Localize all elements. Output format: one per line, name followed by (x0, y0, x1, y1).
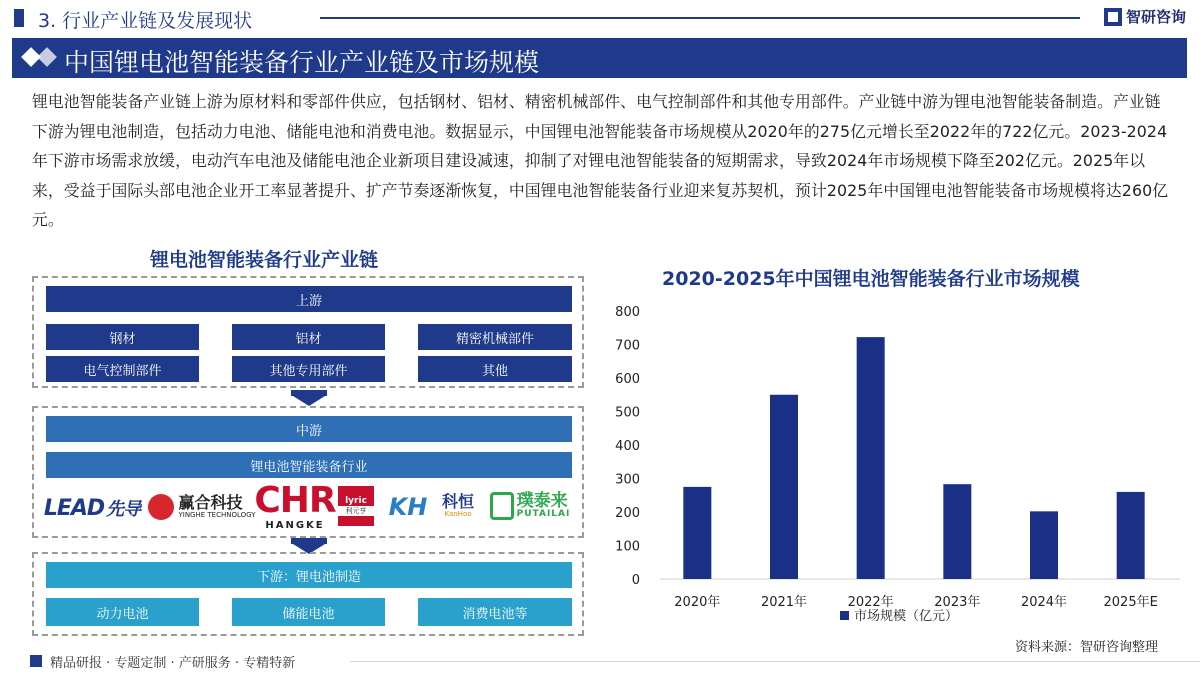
source-note: 资料来源：智研咨询整理 (1014, 640, 1158, 655)
putailai-logo-cn: 璞泰来 (516, 490, 568, 511)
brand-logo-icon (1104, 8, 1122, 26)
x-tick-label: 2025年E (1103, 595, 1158, 610)
putailai-logo (484, 486, 576, 526)
legend-swatch (840, 611, 849, 620)
upstream-item: 其他 (418, 356, 572, 382)
lead-logo-text: LEAD (43, 495, 105, 521)
legend-label: 市场规模（亿元） (854, 609, 959, 624)
yinghe-logo-en: YINGHE TECHNOLOGY (178, 510, 256, 519)
midstream-header: 中游 (46, 416, 572, 442)
footer (0, 650, 1200, 673)
x-tick-label: 2024年 (1020, 595, 1068, 610)
kh-logo-mark: KH (388, 493, 428, 521)
kanhoo-logo (436, 486, 480, 526)
yinghe-mark-icon (148, 494, 174, 520)
y-tick-label: 700 (615, 338, 640, 354)
footer-rule (350, 661, 1200, 662)
title-band (12, 38, 1187, 78)
bar-2024年 (1030, 511, 1058, 579)
putailai-logo-en: PUTAILAI (516, 509, 571, 520)
upstream-item: 精密机械部件 (418, 324, 572, 350)
yinghe-logo-cn: 赢合科技 (178, 493, 243, 513)
bar-2020年 (683, 487, 711, 579)
lyric-logo (338, 486, 374, 526)
section-title: 3. 行业产业链及发展现状 (38, 10, 253, 32)
downstream-item: 动力电池 (46, 598, 199, 626)
lyric-logo-mark: lyric (345, 496, 367, 506)
hangke-logo (254, 480, 336, 531)
upstream-header: 上游 (46, 286, 572, 312)
section-rule (320, 17, 1080, 19)
summary-paragraph: 锂电池智能装备产业链上游为原材料和零部件供应，包括钢材、铝材、精密机械部件、电气控制部件和其他专用部件。产业链中游为锂电池智能装备制造。产业链下游为锂电池制造，包括动力电池、储能电池和消费电池。数据显示，中国锂电池智能装备市场规模从2020年的275亿元增长至2022年的722亿元。2023-2024年下游市场需求放缓，电动汽车电池及储能电池企业新项目建设减速，抑制了对锂电池智能装备的短期需求，导致2024年市场规模下降至202亿元。2025年以来，受益于国际头部电池企业开工率显著提升、扩产节奏逐渐恢复，中国锂电池智能装备行业迎来复苏契机，预计2025年中国锂电池智能装备市场规模将达260亿元。 (32, 92, 1169, 229)
downstream-header: 下游：锂电池制造 (46, 562, 572, 588)
downstream-item: 储能电池 (232, 598, 385, 626)
x-tick-label: 2022年 (847, 595, 894, 610)
y-tick-label: 500 (615, 405, 640, 421)
x-tick-label: 2023年 (934, 595, 981, 610)
brand (1104, 6, 1186, 27)
yinghe-logo (148, 486, 256, 528)
top-bar (0, 0, 1200, 36)
bar-2022年 (857, 337, 885, 579)
diamond-icon (37, 47, 57, 67)
chart-title: 2020-2025年中国锂电池智能装备行业市场规模 (662, 268, 1080, 290)
y-tick-label: 600 (615, 372, 640, 387)
down-arrow-icon (293, 396, 325, 406)
brand-name: 智研咨询 (1125, 8, 1186, 26)
lead-logo-cn: 先导 (106, 499, 141, 520)
kanhoo-logo-en: KanHoo (444, 509, 472, 518)
footer-text: 精品研报 · 专题定制 · 产研服务 · 专精特新 (50, 656, 296, 671)
hangke-logo-mark: CHR (254, 480, 336, 521)
x-tick-label: 2020年 (674, 595, 721, 610)
bar-2021年 (770, 395, 798, 579)
bar-2025年E (1117, 492, 1145, 579)
midstream-sub: 锂电池智能装备行业 (46, 452, 572, 478)
upstream-item: 钢材 (46, 324, 199, 350)
kh-logo (382, 490, 434, 524)
page-title: 中国锂电池智能装备行业产业链及市场规模 (64, 48, 540, 77)
y-tick-label: 200 (615, 506, 640, 521)
y-tick-label: 100 (615, 539, 640, 555)
y-tick-label: 400 (615, 439, 640, 454)
bar-2023年 (943, 484, 971, 579)
footer-logo-icon (30, 655, 42, 667)
upstream-item: 电气控制部件 (46, 356, 199, 382)
hangke-logo-en: HANGKE (265, 520, 325, 531)
x-tick-label: 2021年 (760, 595, 808, 610)
chain-title: 锂电池智能装备行业产业链 (150, 249, 379, 271)
upstream-item: 其他专用部件 (232, 356, 385, 382)
market-size-chart (600, 296, 1185, 632)
lyric-logo-cn: 利元亨 (338, 506, 374, 516)
putailai-mark-icon (490, 492, 514, 520)
upstream-item: 铝材 (232, 324, 385, 350)
y-tick-label: 300 (615, 472, 640, 488)
y-tick-label: 0 (631, 573, 640, 588)
y-tick-label: 800 (615, 305, 640, 320)
section-marker (14, 9, 24, 27)
downstream-item: 消费电池等 (418, 598, 572, 626)
kanhoo-logo-cn: 科恒 (441, 492, 474, 512)
lead-logo (42, 490, 142, 526)
